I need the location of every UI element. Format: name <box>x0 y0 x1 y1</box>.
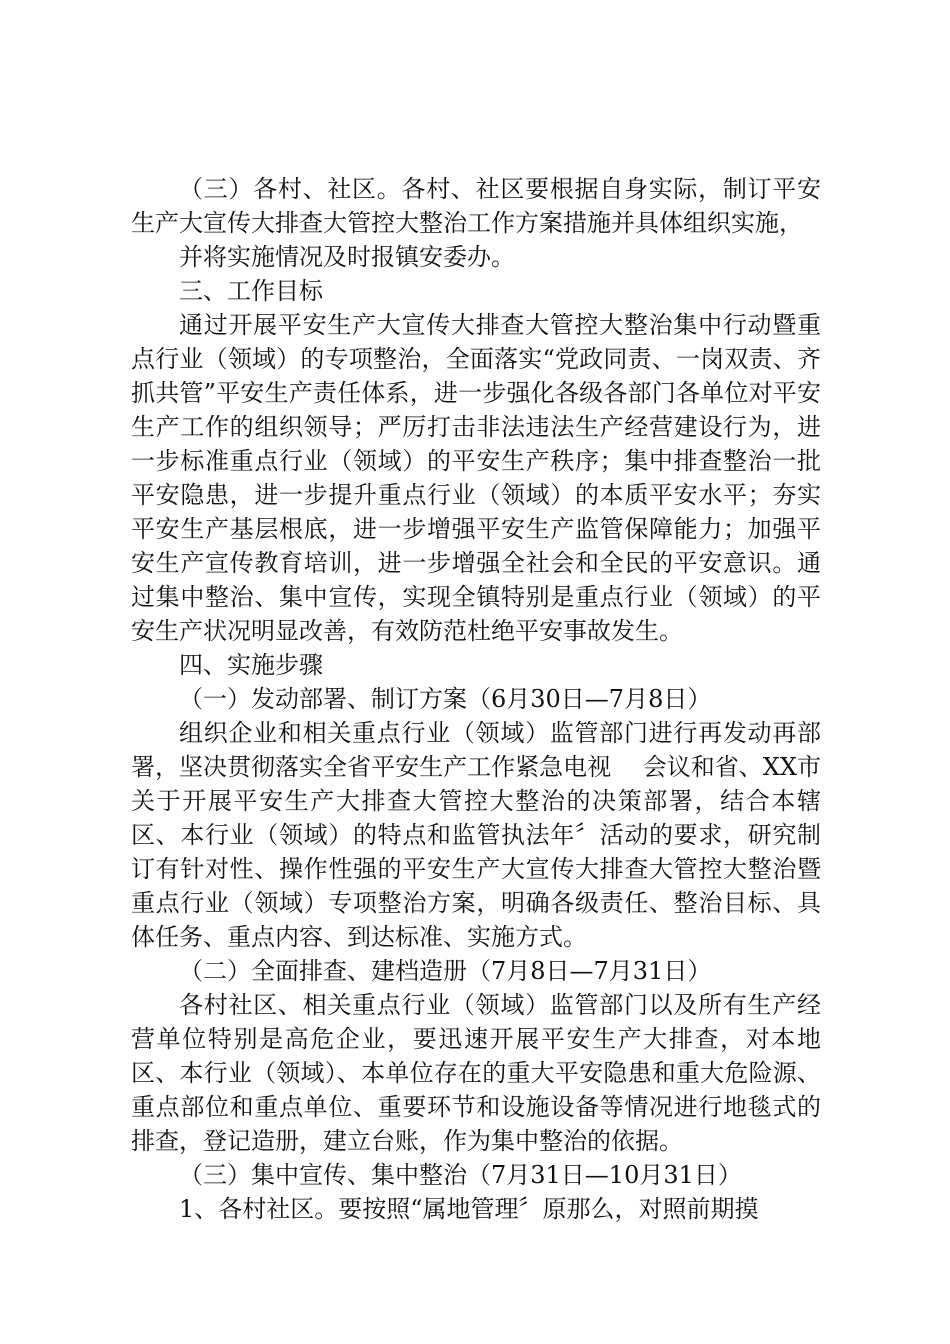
paragraph-villages-communities: （三）各村、社区。各村、社区要根据自身实际，制订平安生产大宣传大排查大管控大整治工作方案措施并具体组织实施， <box>131 175 821 237</box>
heading-work-goals: 三、工作目标 <box>179 277 323 305</box>
heading-step-one: （一）发动部署、制订方案（6月30日—7月8日） <box>179 685 712 713</box>
heading-implementation-steps: 四、实施步骤 <box>179 651 323 679</box>
paragraph-step-one: 组织企业和相关重点行业（领域）监管部门进行再发动再部署，坚决贯彻落实全省平安生产工作紧急电视 会议和省、XX市关于开展平安生产大排查大管控大整治的决策部署，结合本辖区、本行业（领域）的特点和监管执法年〞活动的要求，研究制订有针对性、操作性强的平安生产大宣传大排查大管控大整治暨重点行业（领域）专项整治方案，明确各级责任、整治目标、具体任务、重点内容、到达标准、实施方式。 <box>131 719 821 951</box>
paragraph-step-three: 1、各村社区。要按照“属地管理〞原那么，对照前期摸 <box>179 1195 759 1223</box>
paragraph-step-two: 各村社区、相关重点行业（领域）监管部门以及所有生产经营单位特别是高危企业，要迅速开展平安生产大排查，对本地区、本行业（领域）、本单位存在的重大平安隐患和重大危险源、重点部位和重点单位、重要环节和设施设备等情况进行地毯式的排查，登记造册，建立台账，作为集中整治的依据。 <box>131 991 821 1155</box>
heading-step-two: （二）全面排查、建档造册（7月8日—7月31日） <box>179 957 712 985</box>
paragraph-goals: 通过开展平安生产大宣传大排查大管控大整治集中行动暨重点行业（领域）的专项整治，全面落实“党政同责、一岗双责、齐抓共管”平安生产责任体系，进一步强化各级各部门各单位对平安生产工作的组织领导；严厉打击非法违法生产经营建设行为，进一步标准重点行业（领域）的平安生产秩序；集中排查整治一批平安隐患，进一步提升重点行业（领域）的本质平安水平；夯实平安生产基层根底，进一步增强平安生产监管保障能力；加强平安生产宣传教育培训，进一步增强全社会和全民的平安意识。通过集中整治、集中宣传，实现全镇特别是重点行业（领域）的平安生产状况明显改善，有效防范杜绝平安事故发生。 <box>131 311 821 645</box>
heading-step-three: （三）集中宣传、集中整治（7月31日—10月31日） <box>179 1161 742 1189</box>
paragraph-report: 并将实施情况及时报镇安委办。 <box>179 243 515 271</box>
document-body <box>131 172 821 1226</box>
